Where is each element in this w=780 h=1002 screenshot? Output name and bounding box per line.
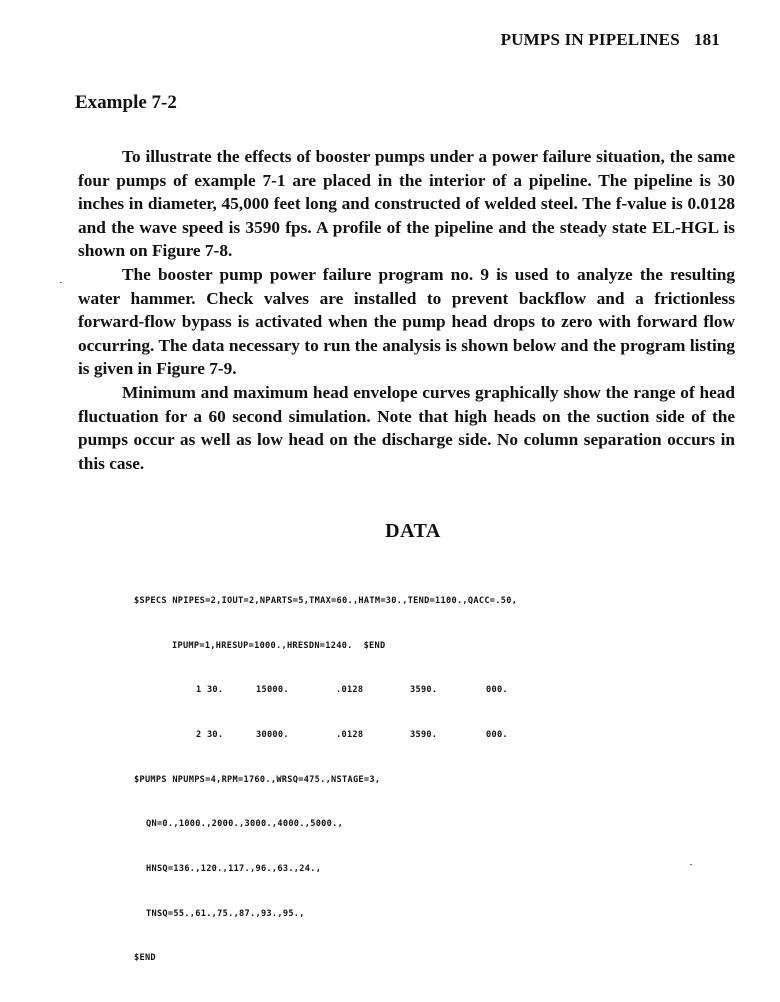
- pipe-number-diameter: 2 30.: [196, 729, 224, 740]
- page-number: 181: [693, 30, 720, 49]
- paragraph-intro: To illustrate the effects of booster pumps under a power failure situation, the same four pumps of example 7-1 are placed in the interior of a pipeline. The pipeline is 30 inches in diameter, 45,000 feet long and constructed of welded steel. The f-value is 0.0128 and the wave speed is 3590 fps. A profile of the pipeline and the steady state EL-HGL is shown on Figure 7-8.: [78, 147, 735, 261]
- body-text: [78, 145, 735, 475]
- pipe-row: [134, 728, 694, 743]
- pipe-elevation: 000.: [486, 729, 508, 740]
- pipe-wave-speed: 3590.: [410, 729, 438, 740]
- specs-line-2: IPUMP=1,HRESUP=1000.,HRESDN=1240. $END: [172, 640, 386, 651]
- pipe-wave-speed: 3590.: [410, 685, 438, 696]
- pumps-line-3: HNSQ=136.,120.,117.,96.,63.,24.,: [146, 864, 322, 875]
- pumps-line-4: TNSQ=55.,61.,75.,87.,93.,95.,: [146, 908, 305, 919]
- pumps-line-2: QN=0.,1000.,2000.,3000.,4000.,5000.,: [146, 819, 344, 830]
- data-listing: [134, 564, 694, 981]
- running-header: [501, 30, 720, 50]
- pipe-elevation: 000.: [486, 685, 508, 696]
- paragraph-envelope: Minimum and maximum head envelope curves graphically show the range of head fluctuation for a 60 second simulation. Note that high heads on the suction side of the pumps occur as well as low head on the discharge side. No column separation occurs in this case.: [78, 382, 735, 473]
- pumps-line-1: $PUMPS NPUMPS=4,RPM=1760.,WRSQ=475.,NSTAGE=3,: [134, 774, 381, 785]
- running-title: PUMPS IN PIPELINES: [500, 30, 680, 49]
- pipe-row: [134, 683, 694, 698]
- specs-line-1: $SPECS NPIPES=2,IOUT=2,NPARTS=5,TMAX=60.,HATM=30.,TEND=1100.,QACC=.50,: [134, 595, 518, 606]
- pipe-number-diameter: 1 30.: [196, 685, 224, 696]
- pipe-f-value: .0128: [336, 685, 364, 696]
- data-heading: DATA: [385, 520, 441, 542]
- example-title: Example 7-2: [75, 92, 177, 113]
- scan-speck: [690, 864, 692, 865]
- scan-speck: [60, 282, 62, 283]
- pipe-length: 30000.: [256, 729, 289, 740]
- paragraph-program: The booster pump power failure program no. 9 is used to analyze the resulting water hammer. Check valves are installed to prevent backflow and a frictionless forward-flow bypass is activated when the pump head drops to zero with forward flow occurring. The data necessary to run the analysis is shown below and the program listing is given in Figure 7-9.: [78, 264, 735, 379]
- pipe-f-value: .0128: [336, 729, 364, 740]
- end-line: $END: [134, 953, 156, 964]
- pipe-length: 15000.: [256, 685, 289, 696]
